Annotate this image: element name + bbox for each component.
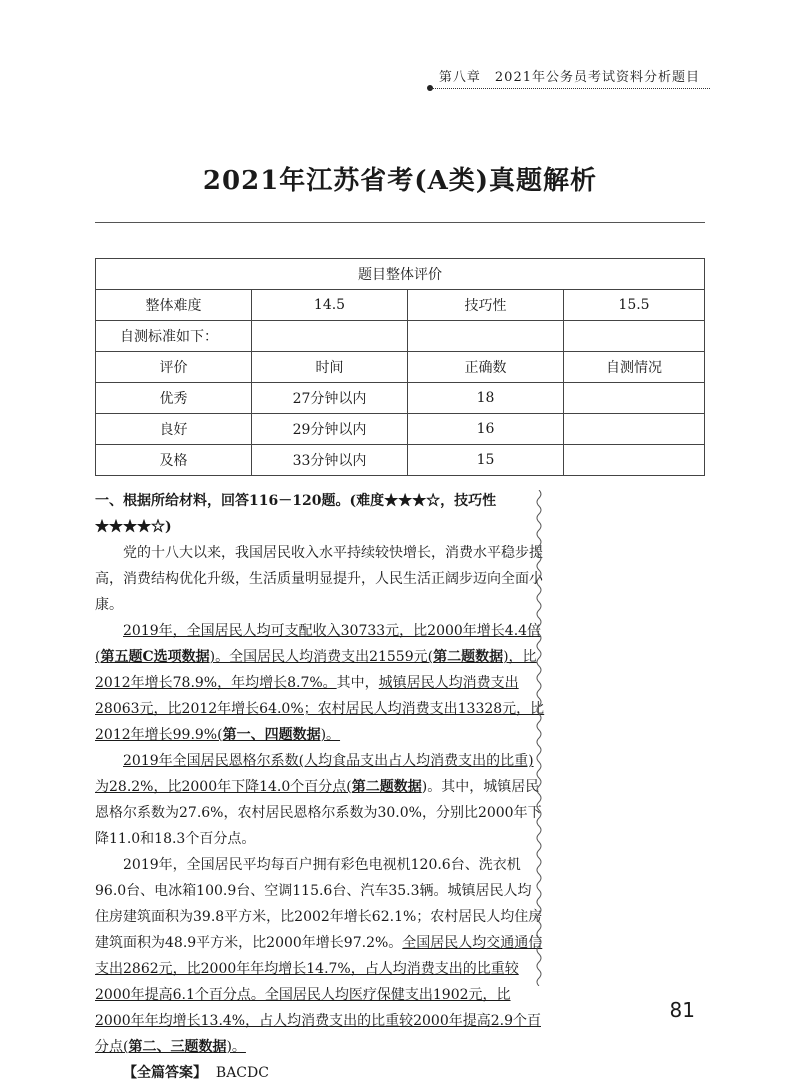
table-caption: 题目整体评价 bbox=[96, 259, 705, 290]
table-header-row bbox=[96, 352, 705, 383]
underlined-text: )，比2012年增长78.9%，年均增长8.7%。 bbox=[95, 649, 537, 691]
page-title: 2021年江苏省考(A类)真题解析 bbox=[202, 166, 598, 196]
table-header: 评价 bbox=[96, 352, 252, 383]
underlined-text: 2019年全国居民恩格尔系数(人均食品支出占人均消费支出的比重)为28.2%，比2000年下降14.0个百分点( bbox=[95, 753, 534, 795]
table-cell bbox=[564, 383, 705, 414]
table-header: 自测情况 bbox=[564, 352, 705, 383]
underlined-text: )。 bbox=[320, 727, 341, 743]
bold-note: 第二、三题数据 bbox=[128, 1039, 227, 1055]
underlined-text: )。 bbox=[226, 1039, 246, 1055]
table-cell: 29分钟以内 bbox=[252, 414, 408, 445]
plain-text: )。其中，城镇居民恩格尔系数为27.6%，农村居民恩格尔系数为30.0%，分别比2000年下降11.0和18.3个百分点。 bbox=[95, 779, 542, 847]
underlined-text: 全国居民人均交通通信支出2862元，比2000年年均增长14.7%，占人均消费支出的比重较2000年提高6.1个百分点。全国居民人均医疗保健支出1902元，比2000年年均增长13.4%，占人均消费支出的比重较2000年提高2.9个百分点( bbox=[95, 935, 543, 1055]
paragraph-2 bbox=[95, 618, 545, 748]
paragraph-4 bbox=[95, 852, 545, 1060]
paragraph-1: 党的十八大以来，我国居民收入水平持续较快增长，消费水平稳步提高，消费结构优化升级，生活质量明显提升，人民生活正阔步迈向全面小康。 bbox=[95, 545, 543, 613]
answer-line bbox=[95, 1060, 545, 1086]
table-cell: 14.5 bbox=[252, 290, 408, 321]
table-header: 时间 bbox=[252, 352, 408, 383]
table-cell: 整体难度 bbox=[96, 290, 252, 321]
table-cell: 优秀 bbox=[96, 383, 252, 414]
answer-label: 【全篇答案】 bbox=[123, 1065, 207, 1081]
table-row bbox=[96, 321, 705, 352]
table-cell bbox=[252, 321, 408, 352]
table-cell: 15.5 bbox=[564, 290, 705, 321]
chapter-header: 第八章 2021年公务员考试资料分析题目 bbox=[438, 70, 700, 85]
table-cell: 技巧性 bbox=[408, 290, 564, 321]
section-heading: 一、根据所给材料，回答116－120题。(难度★★★☆，技巧性★★★★☆) bbox=[95, 493, 497, 535]
bold-note: 第一、四题数据 bbox=[222, 727, 321, 743]
table-cell: 及格 bbox=[96, 445, 252, 476]
table-cell bbox=[564, 445, 705, 476]
page-number: 81 bbox=[669, 998, 695, 1022]
underlined-text: )。全国居民人均消费支出21559元( bbox=[209, 649, 434, 665]
table-row bbox=[96, 290, 705, 321]
wavy-border bbox=[534, 490, 544, 986]
table-cell: 33分钟以内 bbox=[252, 445, 408, 476]
table-cell: 27分钟以内 bbox=[252, 383, 408, 414]
table-header: 正确数 bbox=[408, 352, 564, 383]
bold-note: 第五题C选项数据 bbox=[100, 649, 210, 665]
title-rule bbox=[95, 222, 705, 223]
table-cell bbox=[408, 321, 564, 352]
question-section bbox=[95, 488, 545, 1086]
table-cell: 16 bbox=[408, 414, 564, 445]
table-note: 自测标准如下： bbox=[96, 321, 252, 352]
underlined-text: 城镇居民人均消费支出28063元，比2012年增长64.0%；农村居民人均消费支出13328元，比2012年增长99.9%( bbox=[95, 675, 545, 743]
bold-note: 第二题数据 bbox=[433, 649, 504, 665]
bold-note: 第二题数据 bbox=[351, 779, 422, 795]
table-cell: 15 bbox=[408, 445, 564, 476]
table-row bbox=[96, 414, 705, 445]
table-cell bbox=[564, 321, 705, 352]
table-cell: 18 bbox=[408, 383, 564, 414]
plain-text: 2019年，全国居民平均每百户拥有彩色电视机120.6台、洗衣机96.0台、电冰箱100.9台、空调115.6台、汽车35.3辆。城镇居民人均住房建筑面积为39.8平方米，比2002年增长62.1%；农村居民人均住房建筑面积为48.9平方米，比2000年增长97.2%。 bbox=[95, 857, 543, 951]
answer-value: BACDC bbox=[215, 1065, 269, 1081]
header-rule bbox=[430, 88, 710, 89]
table-row bbox=[96, 445, 705, 476]
table-row bbox=[96, 383, 705, 414]
table-cell: 良好 bbox=[96, 414, 252, 445]
plain-text: 其中， bbox=[336, 675, 379, 691]
evaluation-table bbox=[95, 258, 705, 476]
table-cell bbox=[564, 414, 705, 445]
underlined-text: 2019年，全国居民人均可支配收入30733元，比2000年增长4.4倍( bbox=[95, 623, 542, 665]
paragraph-3 bbox=[95, 748, 545, 852]
